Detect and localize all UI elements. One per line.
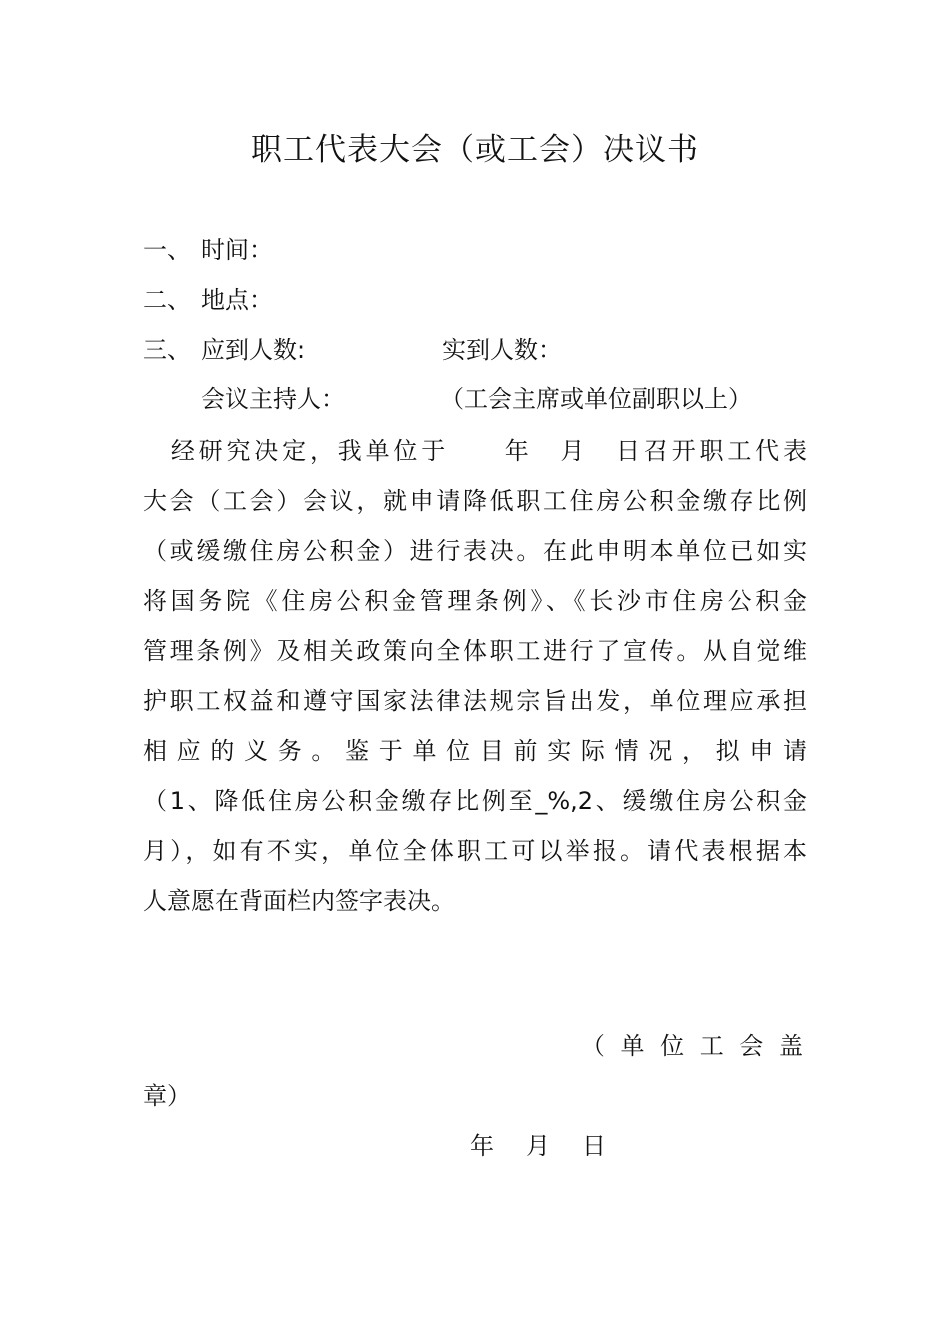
item-time: [143, 232, 273, 268]
item-location: [143, 282, 273, 318]
body-line: 管理条例》及相关政策向全体职工进行了宣传。从自觉维: [143, 637, 807, 665]
host-label: 会议主持人：: [201, 385, 345, 413]
item-attendance: [143, 332, 305, 368]
actual-attendance-label: 实到人数：: [442, 336, 562, 364]
item-label: 应到人数:: [201, 336, 306, 364]
seal-note: （ 单 位 工 会 盖: [580, 1032, 807, 1060]
item-number: 一、: [143, 236, 191, 264]
item-number: 二、: [143, 286, 191, 314]
document-title: 职工代表大会（或工会）决议书: [251, 132, 699, 168]
body-line: 月），如有不实，单位全体职工可以举报。请代表根据本: [143, 837, 807, 865]
body-line: （或缓缴住房公积金）进行表决。在此申明本单位已如实: [143, 537, 807, 565]
item-label: 时间：: [201, 236, 273, 264]
date-line: 年 月 日: [470, 1132, 610, 1160]
body-line: （1、降低住房公积金缴存比例至_%,2、缓缴住房公积金: [143, 787, 807, 815]
body-line: 将国务院《住房公积金管理条例》、《长沙市住房公积金: [143, 587, 807, 615]
host-note: （工会主席或单位副职以上）: [440, 385, 752, 413]
body-line: 人意愿在背面栏内签字表决。: [143, 887, 455, 915]
body-line: 大会（工会）会议，就申请降低职工住房公积金缴存比例: [143, 487, 807, 515]
body-line: 护职工权益和遵守国家法律法规宗旨出发，单位理应承担: [143, 687, 807, 715]
resolution-body: [143, 426, 807, 926]
body-line: 经研究决定，我单位于 年 月 日召开职工代表: [143, 437, 807, 465]
seal-note-continued: 章）: [143, 1082, 191, 1110]
item-label: 地点：: [201, 286, 273, 314]
body-line: 相应的义务。鉴于单位目前实际情况，拟申请: [143, 737, 807, 765]
item-number: 三、: [143, 336, 191, 364]
